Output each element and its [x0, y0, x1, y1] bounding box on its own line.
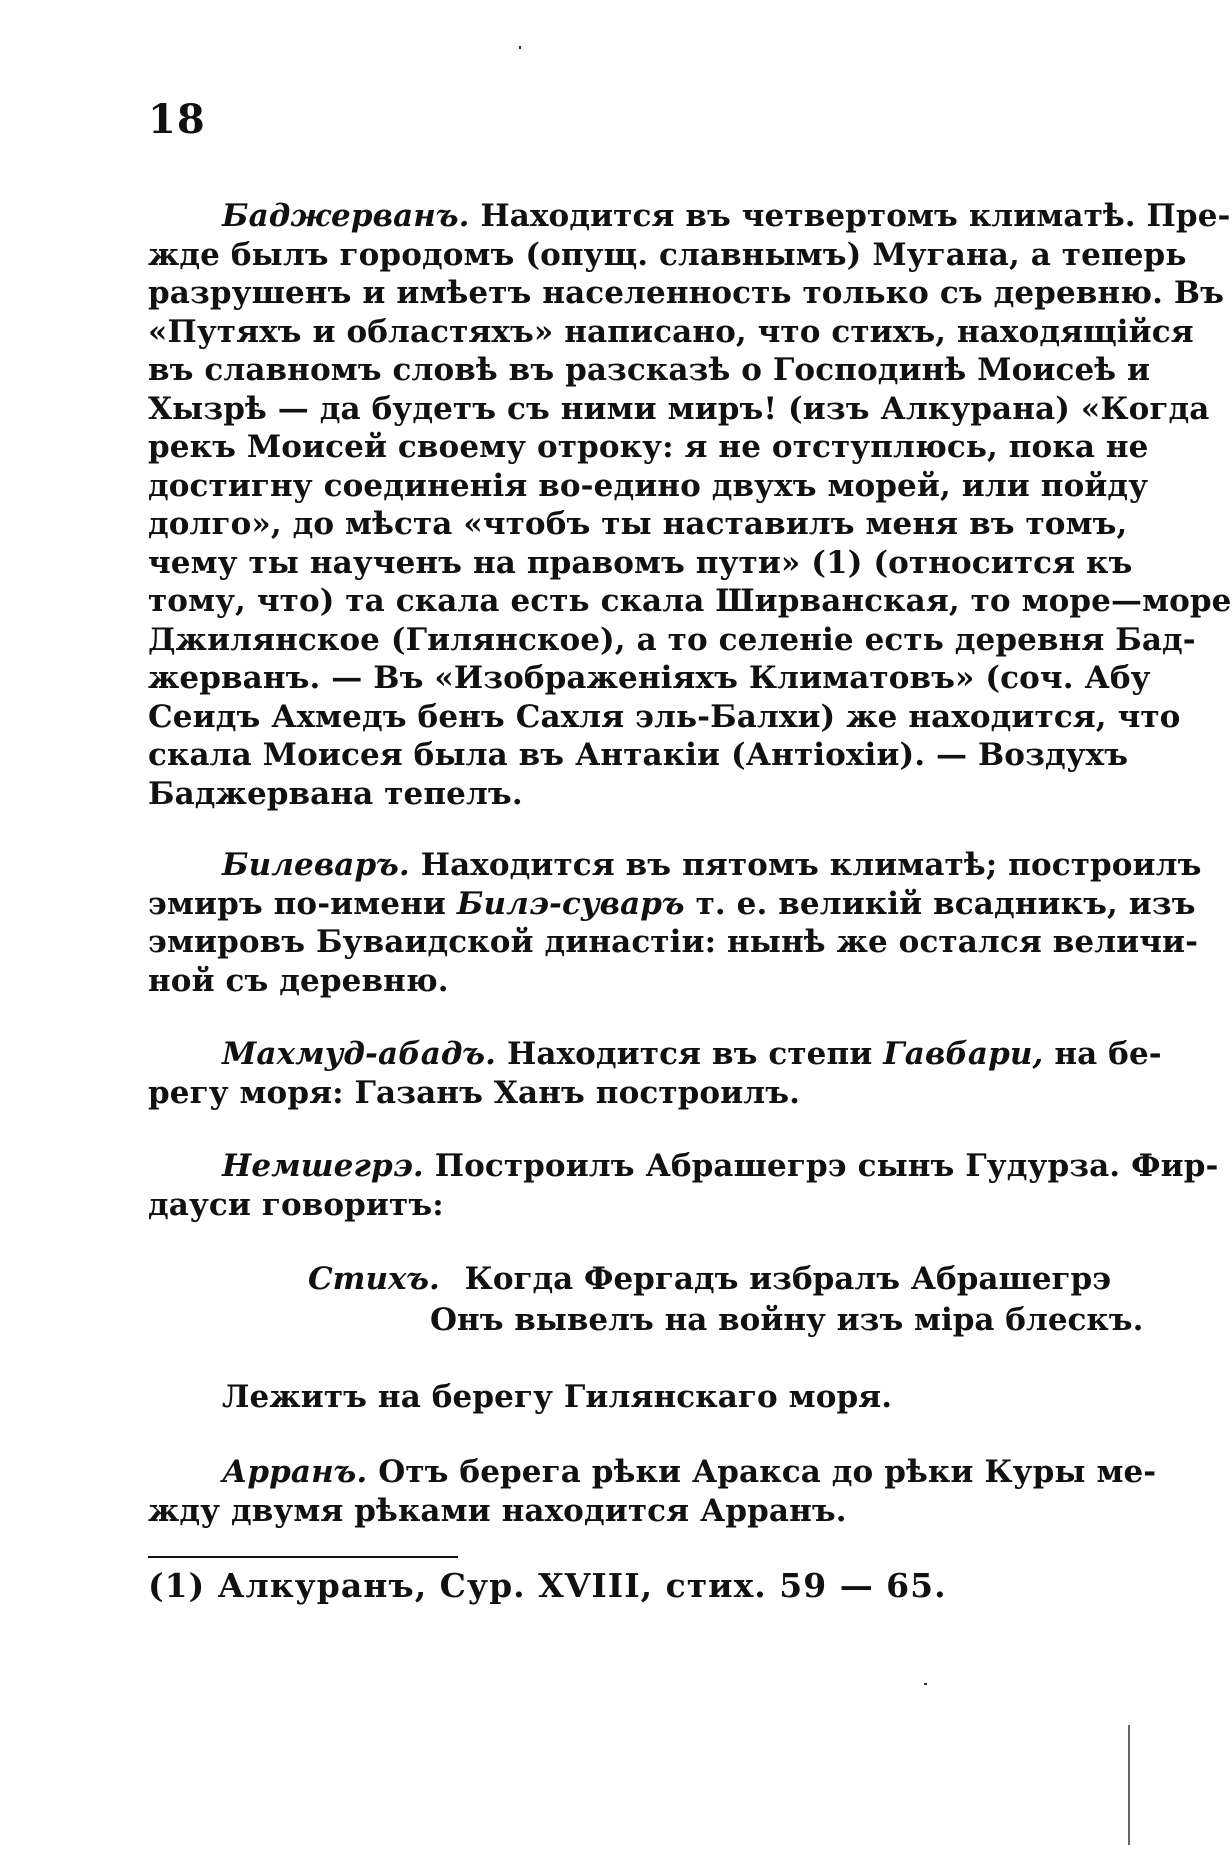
entry-term: Махмуд-абадъ.	[222, 1036, 497, 1072]
after-verse-line	[148, 1378, 1068, 1417]
entry-nemshegre	[148, 1147, 1219, 1224]
entry-term: Билеваръ.	[222, 847, 410, 883]
verse-label: Стихъ.	[308, 1261, 440, 1297]
footnote: (1) Алкуранъ, Сур. XVIII, стих. 59 — 65.	[148, 1566, 947, 1605]
text-line: Баджервана тепелъ.	[148, 775, 523, 812]
text-line: ной съ деревню.	[148, 962, 449, 999]
text-line: Махмуд-абадъ. Находится въ степи Гавбари, на бе-	[222, 1036, 1162, 1072]
text-line: жде былъ городомъ (опущ. славнымъ) Мугана, а теперь	[148, 236, 1187, 273]
text-line: Лежитъ на берегу Гилянскаго моря.	[222, 1379, 893, 1415]
text-line: Баджерванъ. Находится въ четвертомъ климатѣ. Пре-	[222, 198, 1231, 234]
page-number: 18	[148, 96, 206, 143]
entry-arran	[148, 1453, 1157, 1530]
text-line: въ славномъ словѣ въ разсказѣ о Господинѣ Моисеѣ и	[148, 352, 1151, 388]
text-line: «Путяхъ и областяхъ» написано, что стихъ, находящійся	[148, 313, 1194, 350]
text-line: разрушенъ и имѣетъ населенность только съ деревню. Въ	[148, 275, 1225, 311]
text-line: Арранъ. Отъ берега рѣки Аракса до рѣки Куры ме-	[222, 1454, 1157, 1490]
text-line: чему ты наученъ на правомъ пути» (1) (относится къ	[148, 544, 1133, 581]
inline-term: Билэ-суваръ	[456, 885, 685, 922]
verse-line-1: Стихъ. Когда Фергадъ избралъ Абрашегрэ	[308, 1261, 1112, 1297]
text-line: эмиръ по-имени Билэ-суваръ т. е. великій всадникъ, изъ	[148, 885, 1196, 922]
scan-edge-line	[1128, 1725, 1130, 1845]
footnote-rule	[148, 1556, 458, 1558]
entry-makhmud-abad	[148, 1035, 1162, 1112]
scan-speck	[519, 46, 521, 49]
text-line: Сеидъ Ахмедъ бенъ Сахля эль-Балхи) же находится, что	[148, 698, 1181, 735]
text-line: эмировъ Буваидской династіи: нынѣ же остался величи-	[148, 924, 1199, 960]
text-line: жерванъ. — Въ «Изображеніяхъ Климатовъ» (соч. Абу	[148, 660, 1151, 696]
inline-term: Гавбари,	[883, 1036, 1044, 1072]
text-line: регу моря: Газанъ Ханъ построилъ.	[148, 1074, 800, 1111]
text-line: дауси говоритъ:	[148, 1186, 444, 1223]
text-line: рекъ Моисей своему отроку: я не отступлюсь, пока не	[148, 429, 1149, 465]
text-line: скала Моисея была въ Антакіи (Антіохіи). — Воздухъ	[148, 737, 1129, 773]
entry-bilevar	[148, 846, 1202, 1000]
text-line: Билеваръ. Находится въ пятомъ климатѣ; построилъ	[222, 847, 1202, 883]
scan-speck	[924, 1683, 927, 1685]
text-line: тому, что) та скала есть скала Ширванская, то море—море	[148, 583, 1232, 619]
entry-term: Баджерванъ.	[222, 198, 470, 234]
text-line: жду двумя рѣками находится Арранъ.	[148, 1492, 847, 1529]
entry-badzhervan	[148, 197, 1232, 813]
text-line: Хызрѣ — да будетъ съ ними миръ! (изъ Алкурана) «Когда	[148, 390, 1210, 427]
text-line: Джилянское (Гилянское), а то селеніе есть деревня Бад-	[148, 621, 1196, 658]
text-line: Немшегрэ. Построилъ Абрашегрэ сынъ Гудурза. Фир-	[222, 1148, 1219, 1184]
entry-term: Немшегрэ.	[222, 1148, 424, 1184]
text-line: долго», до мѣста «чтобъ ты наставилъ меня въ томъ,	[148, 506, 1128, 542]
verse-line-2: Онъ вывелъ на войну изъ міра блескъ.	[430, 1302, 1144, 1338]
text-line: достигну соединенія во-едино двухъ морей, или пойду	[148, 467, 1149, 504]
entry-term: Арранъ.	[222, 1454, 368, 1490]
